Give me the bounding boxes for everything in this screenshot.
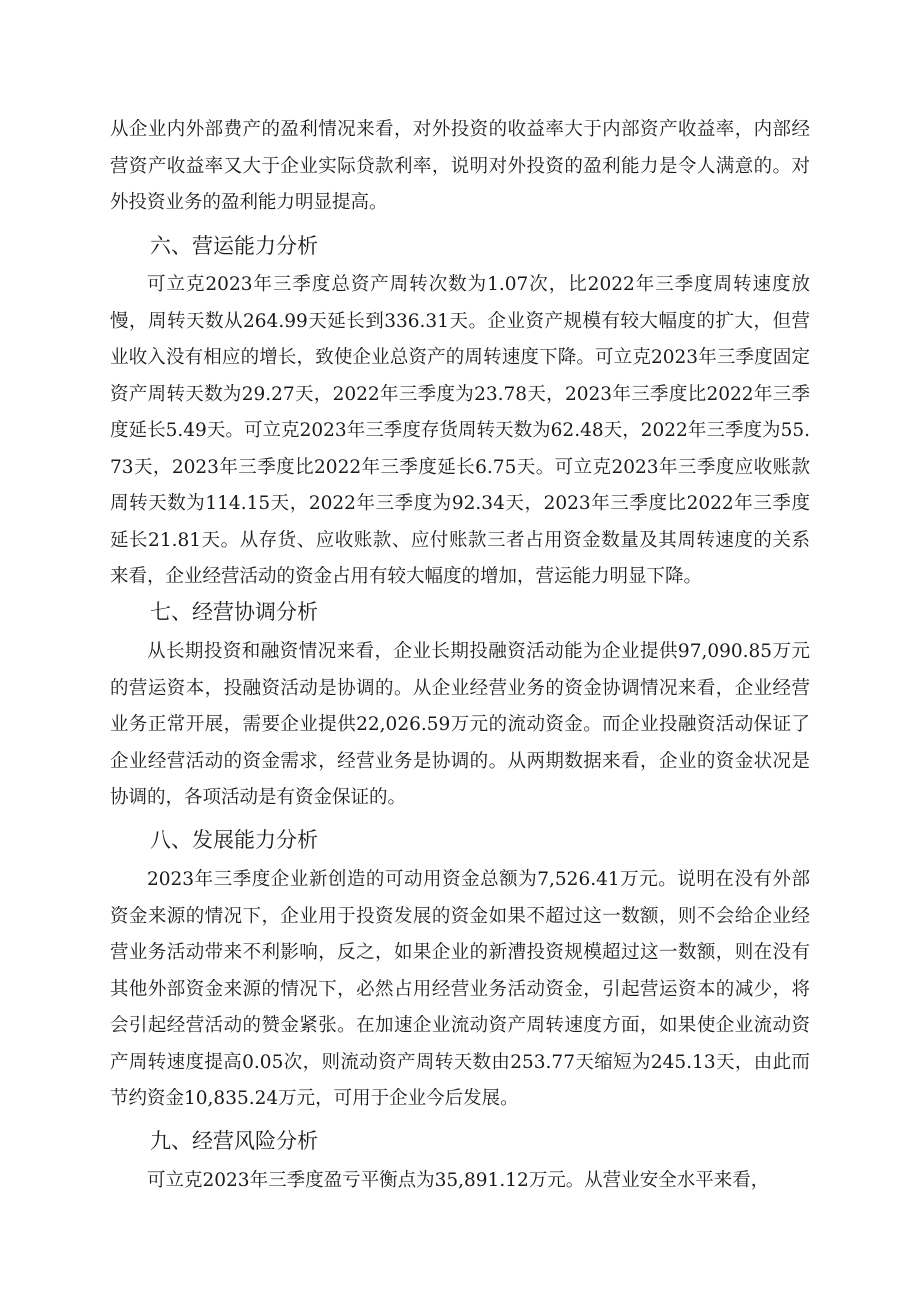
paragraph-operating-capacity: 可立克2023年三季度总资产周转次数为1.07次，比2022年三季度周转速度放慢，周转天数从264.99天延长到336.31天。企业资产规模有较大幅度的扩大，但营业收入没有相应的增长，致使企业总资产的周转速度下降。可立克2023年三季度固定资产周转天数为29.27天，2022年三季度为23.78天，2023年三季度比2022年三季度延长5.49天。可立克2023年三季度存货周转天数为62.48天，2022年三季度为55.73天，2023年三季度比2022年三季度延长6.75天。可立克2023年三季度应收账款周转天数为114.15天，2022年三季度为92.34天，2023年三季度比2022年三季度延长21.81天。从存货、应收账款、应付账款三者占用资金数量及其周转速度的关系来看，企业经营活动的资金占用有较大幅度的增加，营运能力明显下降。 (110, 274, 810, 587)
section-heading-operating-capacity: 六、营运能力分析 (150, 234, 318, 258)
section-heading-business-coordination: 七、经营协调分析 (150, 600, 318, 624)
section-heading-operating-risk: 九、经营风险分析 (150, 1129, 318, 1153)
section-heading-development-capacity: 八、发展能力分析 (150, 828, 318, 852)
paragraph-external-investment-profitability: 从企业内外部费产的盈利情况来看，对外投资的收益率大于内部资产收益率，内部经营资产收益率又大于企业实际贷款利率，说明对外投资的盈利能力是令人满意的。对外投资业务的盈利能力明显提高。 (110, 119, 810, 213)
paragraph-business-coordination: 从长期投资和融资情况来看，企业长期投融资活动能为企业提供97,090.85万元的营运资本，投融资活动是协调的。从企业经营业务的资金协调情况来看，企业经营业务正常开展，需要企业提供22,026.59万元的流动资金。而企业投融资活动保证了企业经营活动的资金需求，经营业务是协调的。从两期数据来看，企业的资金状况是协调的，各项活动是有资金保证的。 (110, 641, 810, 808)
paragraph-development-capacity: 2023年三季度企业新创造的可动用资金总额为7,526.41万元。说明在没有外部资金来源的情况下，企业用于投资发展的资金如果不超过这一数额，则不会给企业经营业务活动带来不利影响，反之，如果企业的新漕投资规模超过这一数额，则在没有其他外部资金来源的情况下，必然占用经营业务活动资金，引起营运资本的减少，将会引起经营活动的赞金紧张。在加速企业流动资产周转速度方面，如果使企业流动资产周转速度提高0.05次，则流动资产周转天数由253.77天缩短为245.13天，由此而节约资金10,835.24万元，可用于企业今后发展。 (110, 869, 810, 1109)
paragraph-operating-risk: 可立克2023年三季度盈亏平衡点为35,891.12万元。从营业安全水平来看， (147, 1170, 770, 1191)
